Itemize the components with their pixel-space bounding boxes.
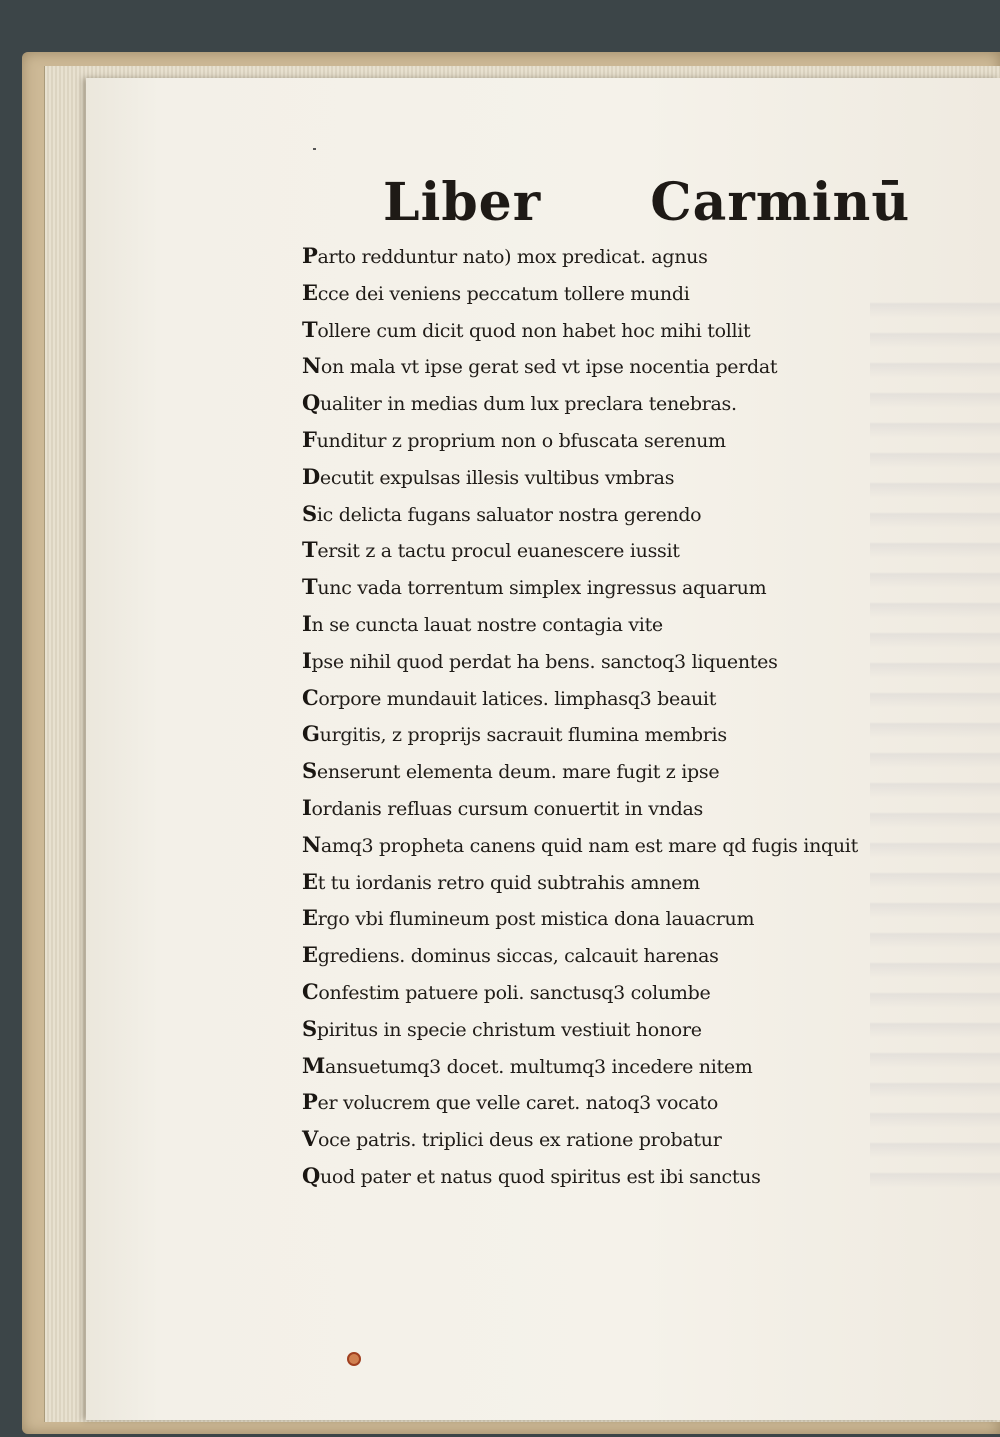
verse-line: Iordanis refluas cursum conuertit in vndas bbox=[302, 794, 703, 820]
ink-dot-mark bbox=[347, 1352, 361, 1366]
verse-line: Tollere cum dicit quod non habet hoc mihi tollit bbox=[302, 316, 751, 342]
verse-line: Et tu iordanis retro quid subtrahis amnem bbox=[302, 868, 700, 894]
verse-line: Sic delicta fugans saluator nostra gerendo bbox=[302, 500, 702, 526]
verse-line: Quod pater et natus quod spiritus est ibi sanctus bbox=[302, 1162, 761, 1188]
verse-line: Gurgitis, z proprijs sacrauit flumina membris bbox=[302, 721, 727, 747]
verse-line: Ergo vbi flumineum post mistica dona lauacrum bbox=[302, 905, 755, 931]
verse-line: Voce patris. triplici deus ex ratione probatur bbox=[302, 1126, 722, 1152]
verse-line: Mansuetumq3 docet. multumq3 incedere nitem bbox=[302, 1052, 753, 1078]
verse-line: Funditur z proprium non o bfuscata serenum bbox=[302, 426, 726, 452]
verse-line: Decutit expulsas illesis vultibus vmbras bbox=[302, 463, 675, 489]
verse-line: Senserunt elementa deum. mare fugit z ipse bbox=[302, 758, 720, 784]
verse-line: Per volucrem que velle caret. natoq3 vocato bbox=[302, 1089, 719, 1115]
verse-line: Ecce dei veniens peccatum tollere mundi bbox=[302, 279, 690, 305]
verse-line: Confestim patuere poli. sanctusq3 columbe bbox=[302, 978, 711, 1004]
page-title: Liber Carminū bbox=[383, 172, 911, 233]
verse-line: Spiritus in specie christum vestiuit honore bbox=[302, 1015, 702, 1041]
verse-line: Tunc vada torrentum simplex ingressus aquarum bbox=[302, 574, 767, 600]
verse-line: Qualiter in medias dum lux preclara tenebras. bbox=[302, 390, 737, 416]
verse-line: Corpore mundauit latices. limphasq3 beauit bbox=[302, 684, 717, 710]
verse-line: Parto redduntur nato) mox predicat. agnus bbox=[302, 243, 708, 268]
verse-line: Egrediens. dominus siccas, calcauit harenas bbox=[302, 942, 719, 968]
verse-line: Ipse nihil quod perdat ha bens. sanctoq3 liquentes bbox=[302, 647, 778, 673]
verse-line: Namq3 propheta canens quid nam est mare qd fugis inquit bbox=[302, 831, 858, 857]
verse-line: In se cuncta lauat nostre contagia vite bbox=[302, 610, 663, 636]
ink-speck bbox=[313, 148, 316, 150]
verse-list bbox=[302, 238, 942, 1195]
verse-line: Tersit z a tactu procul euanescere iussit bbox=[302, 537, 680, 563]
verse-line: Non mala vt ipse gerat sed vt ipse nocentia perdat bbox=[302, 353, 778, 379]
